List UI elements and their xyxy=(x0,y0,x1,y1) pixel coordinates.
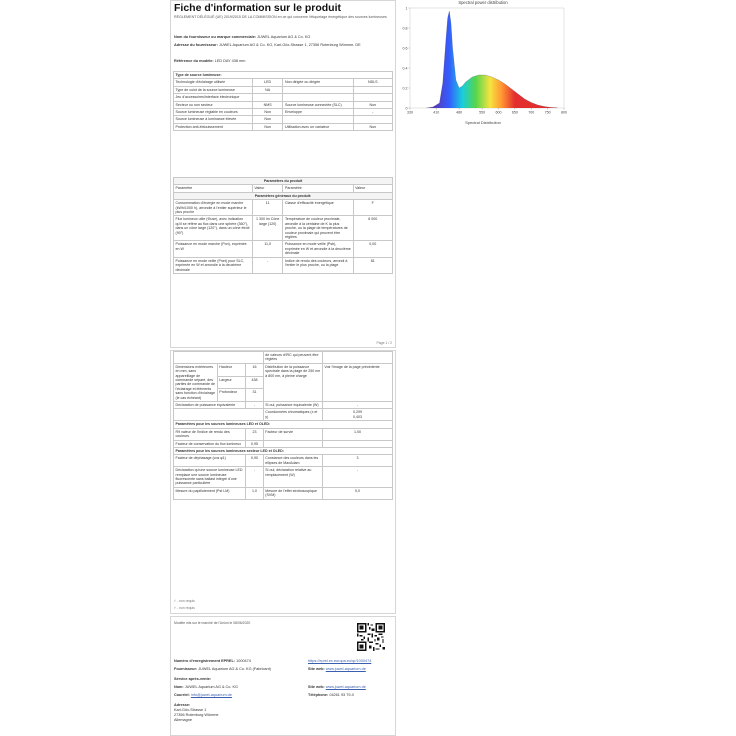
address-block xyxy=(174,703,392,723)
supplier-name-value: JUWEL Aquarium AG & Co. KG xyxy=(257,35,311,39)
equivalent-power-value: - xyxy=(246,402,264,409)
service-site-link[interactable]: www.juwel-aquarium.de xyxy=(325,685,366,689)
type-param-label: Non dirigée ou dirigée xyxy=(283,79,353,86)
general-row xyxy=(174,257,393,273)
type-row xyxy=(174,86,393,93)
supplier-address-line xyxy=(174,43,392,48)
product-sheet-page-3 xyxy=(170,616,396,736)
light-source-type-table xyxy=(173,71,393,131)
service-site-line xyxy=(308,685,366,690)
phone-line xyxy=(308,693,354,698)
lumen-maintenance-value: 0,95 xyxy=(246,440,264,447)
replacement-claim-label: Déclaration qu'une source lumineuse LED remplace une source lumineuse fluorescente sans ballast intégré d'une puissance particulière xyxy=(174,467,246,488)
mail-link[interactable]: info@juwel-aquarium.de xyxy=(190,693,232,697)
service-mail-line xyxy=(174,693,392,698)
type-row xyxy=(174,123,393,130)
general-param-label: Puissance en mode veille (Pnet) pour SLC, exprimée en W et arrondie à la deuxième décimale xyxy=(174,257,253,273)
general-params-title: Paramètres généraux du produit: xyxy=(174,192,393,199)
replacement-claim-d: - xyxy=(322,467,392,488)
spectrum-area xyxy=(426,11,557,108)
model-market-note: Modèle mis sur le marché de l'Union le 08/06/2020 xyxy=(174,621,251,625)
displacement-label: Facteur de déphasage (cos φ1) xyxy=(174,455,246,467)
model-line xyxy=(174,59,392,64)
service-site-label: Site web: xyxy=(308,685,325,689)
x-tick-label: 650 xyxy=(511,110,518,115)
type-param-label: Source lumineuse réglable en couleurs xyxy=(174,109,253,116)
site-line xyxy=(308,667,366,672)
chart-xlabel: Spectral Distribution xyxy=(465,120,501,125)
site-label: Site web: xyxy=(308,667,325,671)
depth-label: Profondeur xyxy=(217,389,245,402)
general-param-label: Indice de rendu des couleurs, arrondi à l'entier le plus proche, ou la plage xyxy=(283,257,353,273)
general-row xyxy=(174,241,393,257)
chart-series xyxy=(426,11,557,108)
general-param-label: Puissance en mode marche (Pon), exprimée en W xyxy=(174,241,253,257)
general-param-label: Classe d'efficacité énergétique xyxy=(283,200,353,216)
type-param-label xyxy=(283,94,353,101)
x-tick-label: 700 xyxy=(528,110,535,115)
type-param-label: Secteur ou non secteur xyxy=(174,101,253,108)
y-tick-label: 0.4 xyxy=(402,66,408,71)
general-param-label: Puissance en mode veille (Psb), exprimée en W et arrondie à la deuxième décimale xyxy=(283,241,353,257)
eprel-value: 1000474 xyxy=(236,659,251,663)
y-tick-label: 0.2 xyxy=(402,86,408,91)
address-line-1: Karl-Göx-Strasse 1 xyxy=(174,708,207,712)
r9-label: R9 valeur de l'indice de rendu des couleurs xyxy=(174,428,246,440)
general-param-value: 1 300 lm Cône large (120) xyxy=(252,216,283,241)
eprel-line xyxy=(174,659,392,664)
type-row xyxy=(174,116,393,123)
address-label: Adresse: xyxy=(174,703,191,707)
general-param-label: Température de couleur proximale, arrondie à la centaine de K la plus proche, ou la plage de températures de couleur proximale qui peuvent être réglées xyxy=(283,216,353,241)
chromaticity-y: 0,403 xyxy=(352,414,362,419)
supplier-value: JUWEL Aquarium AG & Co. KG (Fabricant) xyxy=(198,667,271,671)
type-param-label: Type de culot de la source lumineuse xyxy=(174,86,253,93)
model-label: Référence du modèle: xyxy=(174,59,214,63)
survival-value: 1,00 xyxy=(322,428,392,440)
sheet-title: Fiche d'information sur le produit xyxy=(174,2,342,14)
type-param-value: Non xyxy=(353,101,392,108)
type-param-value: NMS xyxy=(252,101,283,108)
mail-label: Courriel: xyxy=(174,693,190,697)
type-param-label xyxy=(283,116,353,123)
height-label: Hauteur xyxy=(217,363,245,376)
flicker-value: 1,0 xyxy=(246,487,264,499)
x-tick-label: 800 xyxy=(561,110,567,115)
spectral-label: Distribution de la puissance spectrale dans la plage de 250 nm à 800 nm, à pleine charge xyxy=(263,363,322,401)
supplier-label: Fournisseur: xyxy=(174,667,198,671)
eprel-label: Numéro d'enregistrement EPREL: xyxy=(174,659,236,663)
replacement-claim-c: Si oui, déclaration relative au remplacement (W) xyxy=(263,467,322,488)
colour-consistency-label: Constance des couleurs dans les ellipses de MacAdam xyxy=(263,455,322,467)
phone-label: Téléphone: xyxy=(308,693,329,697)
general-row xyxy=(174,200,393,216)
service-label: Service après-vente: xyxy=(174,677,212,681)
general-param-value: 6 000 xyxy=(353,216,392,241)
col-value-2: Valeur xyxy=(353,185,392,192)
general-row xyxy=(174,216,393,241)
phone-value: 04261 93 79-0 xyxy=(329,693,354,697)
type-param-value: Non xyxy=(353,123,392,130)
supplier-line xyxy=(174,667,392,672)
col-param-2: Paramètre xyxy=(283,185,353,192)
type-row xyxy=(174,101,393,108)
type-param-value: - xyxy=(353,109,392,116)
general-param-label: Consommation d'énergie en mode marche (kWh/1000 h), arrondie à l'entier supérieur le plus proche xyxy=(174,200,253,216)
type-param-value: Non xyxy=(252,109,283,116)
dimensions-label: Dimensions extérieures en mm, sans appareillage de commande séparé, des parties de commande de l'éclairage et éléments sans fonction d'éclairage (le cas échéant) xyxy=(174,363,218,401)
params-title: Paramètres du produit xyxy=(174,178,393,185)
general-param-label: Flux lumineux utile (Φuse), avec indication qu'il se réfère au flux dans une sphère (360°), dans un cône large (120°), dans un cône étroit (90°) xyxy=(174,216,253,241)
address-line-2: 27356 Rotenburg Wümme xyxy=(174,713,219,717)
spectral-value: Voir l'image de la page précédente xyxy=(322,363,392,401)
equivalent-power-claim-value: - xyxy=(322,402,392,409)
survival-label: Facteur de survie xyxy=(263,428,322,440)
service-name-label: Nom: xyxy=(174,685,184,689)
general-param-value: - xyxy=(252,257,283,273)
model-value: LED DAY 438 mm xyxy=(214,59,246,63)
x-tick-label: 410 xyxy=(433,110,440,115)
general-param-value: 11,0 xyxy=(252,241,283,257)
footnote-2: ²⁾ - non requis xyxy=(174,606,195,610)
type-param-label: Source lumineuse connectée (SLC) xyxy=(283,101,353,108)
mains-params-title: Paramètres pour les sources lumineuses secteur LED et OLED: xyxy=(174,447,393,454)
service-title xyxy=(174,677,392,682)
cri-range-continued: de valeurs d'IRC qui peuvent être réglées xyxy=(263,352,322,364)
y-tick-label: 0 xyxy=(405,106,408,111)
service-name-value: JUWEL Aquarium AG & Co. KG xyxy=(184,685,239,689)
type-param-label: Utilisation avec un variateur xyxy=(283,123,353,130)
footnote-1: ¹⁾ - non requis xyxy=(174,599,195,603)
type-row xyxy=(174,109,393,116)
lumen-maintenance-label: Facteur de conservation du flux lumineux xyxy=(174,440,246,447)
type-param-value xyxy=(353,94,392,101)
type-section-title: Type de source lumineuse: xyxy=(174,72,393,79)
colour-consistency-value: 3 xyxy=(322,455,392,467)
product-parameters-table xyxy=(173,177,393,274)
y-tick-label: 1 xyxy=(405,6,408,11)
y-tick-label: 0.8 xyxy=(402,26,408,31)
type-param-value xyxy=(353,86,392,93)
general-param-value: 11 xyxy=(252,200,283,216)
eprel-qr-code-icon xyxy=(357,623,385,651)
page-number: Page 1 / 2 xyxy=(376,341,392,345)
depth-value: 31 xyxy=(246,389,264,402)
general-param-value: 81 xyxy=(353,257,392,273)
flicker-label: Mesure du papillotement (Pst LM) xyxy=(174,487,246,499)
x-tick-label: 600 xyxy=(495,110,502,115)
replacement-claim-value: - xyxy=(246,467,264,488)
height-value: 16 xyxy=(246,363,264,376)
x-tick-label: 480 xyxy=(456,110,463,115)
chromaticity-values xyxy=(322,409,392,421)
type-param-label: Source lumineuse à luminance élevée xyxy=(174,116,253,123)
type-param-value: NA xyxy=(252,86,283,93)
type-param-label: Protection anti-éblouissement xyxy=(174,123,253,130)
equivalent-power-claim: Si oui, puissance équivalente (W) xyxy=(263,402,322,409)
general-param-value: F xyxy=(353,200,392,216)
supplier-name-label: Nom du fournisseur ou marque commerciale: xyxy=(174,35,257,39)
equivalent-power-label: Déclaration de puissance équivalente xyxy=(174,402,246,409)
type-param-label: Jeu d'accessoires/interface électronique xyxy=(174,94,253,101)
supplier-address-value: JUWEL Aquarium AG & Co. KG, Karl-Göx-Strasse 1, 27356 Rotenburg Wümme, DE xyxy=(218,43,361,47)
width-label: Largeur xyxy=(217,376,245,389)
led-params-title: Paramètres pour les sources lumineuses LED et OLED: xyxy=(174,421,393,428)
col-param-1: Paramètre xyxy=(174,185,253,192)
x-tick-label: 330 xyxy=(407,110,413,115)
site-link[interactable]: www.juwel-aquarium.de xyxy=(325,667,366,671)
spectral-power-chart xyxy=(396,0,570,128)
stroboscopic-label: Mesure de l'effet stroboscopique (SVM) xyxy=(263,487,322,499)
type-param-label: Enveloppe xyxy=(283,109,353,116)
type-row xyxy=(174,79,393,86)
general-param-value: 0,00 xyxy=(353,241,392,257)
type-param-value: LED xyxy=(252,79,283,86)
chromaticity-label: Coordonnées chromatiques (x et y) xyxy=(263,409,322,421)
eprel-link[interactable]: https://eprel.ec.europa.eu/qr/1000474 xyxy=(308,659,372,663)
product-sheet-page-1 xyxy=(170,0,396,348)
width-value: 438 xyxy=(246,376,264,389)
x-tick-label: 750 xyxy=(544,110,551,115)
r9-value: 23 xyxy=(246,428,264,440)
type-param-label xyxy=(283,86,353,93)
type-param-label: Technologie d'éclairage utilisée xyxy=(174,79,253,86)
stroboscopic-value: 0,0 xyxy=(322,487,392,499)
product-sheet-page-2 xyxy=(170,350,396,614)
service-name-line xyxy=(174,685,392,690)
y-tick-label: 0.6 xyxy=(402,46,408,51)
type-row xyxy=(174,94,393,101)
chart-title: Spectral power distribution xyxy=(458,0,508,5)
parameters-continued-table xyxy=(173,351,393,500)
type-param-value: Non xyxy=(252,123,283,130)
type-param-value xyxy=(353,116,392,123)
type-param-value xyxy=(252,94,283,101)
supplier-name-line xyxy=(174,35,392,40)
type-param-value: Non xyxy=(252,116,283,123)
sheet-subtitle: RÈGLEMENT DÉLÉGUÉ (UE) 2019/2015 DE LA COMMISSION en ce qui concerne l'étiquetage énergétique des sources lumineuses xyxy=(174,15,387,19)
displacement-value: 0,90 xyxy=(246,455,264,467)
type-param-value: NDLS xyxy=(353,79,392,86)
col-value-1: Valeur xyxy=(252,185,283,192)
address-line-3: Allemagne xyxy=(174,718,192,722)
supplier-address-label: Adresse du fournisseur: xyxy=(174,43,218,47)
x-tick-label: 550 xyxy=(479,110,486,115)
chromaticity-x: 0,299 xyxy=(352,410,362,415)
